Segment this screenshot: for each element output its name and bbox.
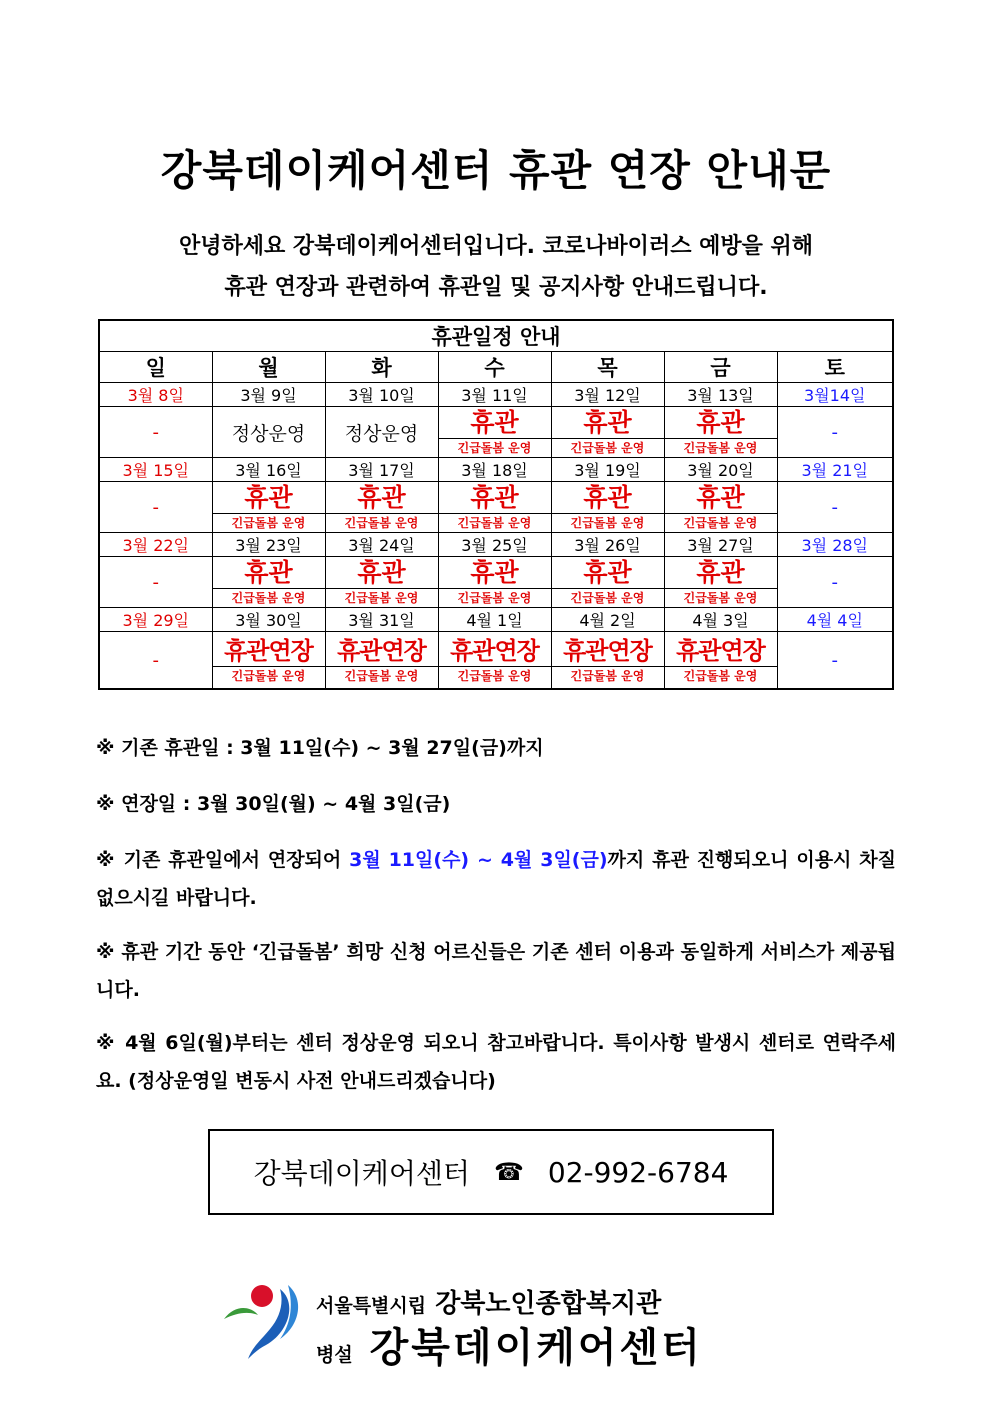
logo-lower-text <box>316 1316 703 1373</box>
date-cell: 3월 9일 <box>212 383 325 407</box>
extended-closed-cell <box>438 632 551 690</box>
emergency-care-label: 긴급돌봄 운영 <box>665 438 777 457</box>
date-cell: 3월 29일 <box>99 608 212 632</box>
extended-closed-label: 휴관연장 <box>676 637 765 665</box>
emergency-care-label: 긴급돌봄 운영 <box>552 438 664 457</box>
table-caption: 휴관일정 안내 <box>99 320 893 352</box>
date-row <box>99 383 893 407</box>
closed-label: 휴관 <box>357 558 406 587</box>
extended-closed-label: 휴관연장 <box>224 637 313 665</box>
telephone-icon: ☎ <box>493 1158 524 1186</box>
day-header: 목 <box>551 352 664 383</box>
emergency-care-label: 긴급돌봄 운영 <box>665 666 777 685</box>
extended-closed-cell <box>325 632 438 690</box>
highlighted-date-range: 3월 11일(수) ~ 4월 3일(금) <box>349 849 608 871</box>
no-service-cell: - <box>777 557 893 608</box>
emergency-care-label: 긴급돌봄 운영 <box>552 588 664 607</box>
date-cell: 3월 16일 <box>212 458 325 482</box>
emergency-care-label: 긴급돌봄 운영 <box>439 438 551 457</box>
date-cell: 4월 2일 <box>551 608 664 632</box>
no-service-cell: - <box>777 482 893 533</box>
date-cell: 3월 22일 <box>99 533 212 557</box>
day-header: 토 <box>777 352 893 383</box>
contact-box <box>208 1129 774 1215</box>
logo-welfare-center-name: 강북노인종합복지관 <box>435 1289 662 1319</box>
closed-cell <box>438 557 551 608</box>
closed-cell <box>212 557 325 608</box>
date-row <box>99 608 893 632</box>
emergency-care-label: 긴급돌봄 운영 <box>439 513 551 532</box>
closed-cell <box>551 407 664 458</box>
date-cell: 3월 15일 <box>99 458 212 482</box>
note-emergency-care: ※ 휴관 기간 동안 ‘긴급돌봄’ 희망 신청 어르신들은 기존 센터 이용과 동일하게 서비스가 제공됩니다. <box>96 941 896 1001</box>
note-text: ※ 기존 휴관일에서 연장되어 <box>96 849 350 871</box>
emergency-care-label: 긴급돌봄 운영 <box>665 513 777 532</box>
day-header: 월 <box>212 352 325 383</box>
emergency-care-label: 긴급돌봄 운영 <box>552 666 664 685</box>
date-cell: 3월14일 <box>777 383 893 407</box>
date-cell: 3월 17일 <box>325 458 438 482</box>
emergency-care-label: 긴급돌봄 운영 <box>665 588 777 607</box>
closed-cell <box>438 407 551 458</box>
closed-label: 휴관 <box>470 483 519 512</box>
day-header: 일 <box>99 352 212 383</box>
day-header: 금 <box>664 352 777 383</box>
date-cell: 3월 24일 <box>325 533 438 557</box>
no-service-cell: - <box>777 632 893 690</box>
logo-annex-label: 병설 <box>316 1344 353 1366</box>
day-header: 수 <box>438 352 551 383</box>
date-cell: 3월 20일 <box>664 458 777 482</box>
closed-cell <box>438 482 551 533</box>
logo-daycare-name: 강북데이케어센터 <box>369 1325 703 1371</box>
status-row <box>99 407 893 458</box>
closed-label: 휴관 <box>696 408 745 437</box>
status-row <box>99 632 893 690</box>
logo-upper-text <box>316 1283 661 1320</box>
date-cell: 3월 13일 <box>664 383 777 407</box>
emergency-care-label: 긴급돌봄 운영 <box>439 588 551 607</box>
closed-cell <box>664 482 777 533</box>
extended-closed-label: 휴관연장 <box>450 637 539 665</box>
status-row <box>99 557 893 608</box>
note-total-closure <box>96 841 896 917</box>
date-cell: 3월 8일 <box>99 383 212 407</box>
no-service-cell: - <box>99 632 212 690</box>
normal-operation-cell: 정상운영 <box>325 407 438 458</box>
extended-closed-cell <box>664 632 777 690</box>
closed-cell <box>664 407 777 458</box>
date-cell: 3월 30일 <box>212 608 325 632</box>
page-title: 강북데이케어센터 휴관 연장 안내문 <box>160 146 832 195</box>
status-row <box>99 482 893 533</box>
no-service-cell: - <box>777 407 893 458</box>
date-cell: 3월 18일 <box>438 458 551 482</box>
date-cell: 3월 25일 <box>438 533 551 557</box>
logo-city-label: 서울특별시립 <box>316 1295 427 1317</box>
emergency-care-label: 긴급돌봄 운영 <box>213 588 325 607</box>
extended-closed-cell <box>212 632 325 690</box>
closed-cell <box>551 482 664 533</box>
date-cell: 3월 23일 <box>212 533 325 557</box>
date-cell: 3월 21일 <box>777 458 893 482</box>
closed-cell <box>551 557 664 608</box>
closed-label: 휴관 <box>244 558 293 587</box>
no-service-cell: - <box>99 557 212 608</box>
no-service-cell: - <box>99 407 212 458</box>
emergency-care-label: 긴급돌봄 운영 <box>439 666 551 685</box>
emergency-care-label: 긴급돌봄 운영 <box>326 666 438 685</box>
closed-label: 휴관 <box>357 483 406 512</box>
date-cell: 4월 3일 <box>664 608 777 632</box>
closed-label: 휴관 <box>244 483 293 512</box>
no-service-cell: - <box>99 482 212 533</box>
date-row <box>99 533 893 557</box>
intro-line-1: 안녕하세요 강북데이케어센터입니다. 코로나바이러스 예방을 위해 <box>178 234 814 259</box>
date-cell: 3월 27일 <box>664 533 777 557</box>
day-header: 화 <box>325 352 438 383</box>
date-cell: 3월 28일 <box>777 533 893 557</box>
emergency-care-label: 긴급돌봄 운영 <box>552 513 664 532</box>
closed-label: 휴관 <box>583 483 632 512</box>
date-cell: 3월 11일 <box>438 383 551 407</box>
extended-closed-label: 휴관연장 <box>563 637 652 665</box>
closed-label: 휴관 <box>470 408 519 437</box>
intro-line-2: 휴관 연장과 관련하여 휴관일 및 공지사항 안내드립니다. <box>224 275 768 300</box>
note-extension-dates: ※ 연장일 : 3월 30일(월) ~ 4월 3일(금) <box>96 793 451 815</box>
note-reopening: ※ 4월 6일(월)부터는 센터 정상운영 되오니 참고바랍니다. 특이사항 발생시 센터로 연락주세요. (정상운영일 변동시 사전 안내드리겠습니다) <box>96 1032 896 1092</box>
contact-center-name: 강북데이케어센터 <box>253 1157 470 1190</box>
note-text: 까지 휴관 진행되오니 이용시 차질 없으시길 바랍니다. <box>96 849 896 909</box>
closed-cell <box>325 557 438 608</box>
day-header-row <box>99 352 893 383</box>
closed-label: 휴관 <box>583 558 632 587</box>
date-cell: 3월 12일 <box>551 383 664 407</box>
contact-phone-number: 02-992-6784 <box>547 1155 729 1189</box>
closed-cell <box>212 482 325 533</box>
date-cell: 3월 31일 <box>325 608 438 632</box>
closed-label: 휴관 <box>470 558 519 587</box>
closure-schedule-table <box>98 319 894 690</box>
closed-label: 휴관 <box>583 408 632 437</box>
date-cell: 4월 4일 <box>777 608 893 632</box>
date-cell: 3월 26일 <box>551 533 664 557</box>
date-row <box>99 458 893 482</box>
closed-cell <box>664 557 777 608</box>
organization-logo-icon <box>218 1281 308 1361</box>
emergency-care-label: 긴급돌봄 운영 <box>213 666 325 685</box>
date-cell: 4월 1일 <box>438 608 551 632</box>
emergency-care-label: 긴급돌봄 운영 <box>326 588 438 607</box>
normal-operation-cell: 정상운영 <box>212 407 325 458</box>
note-original-closure: ※ 기존 휴관일 : 3월 11일(수) ~ 3월 27일(금)까지 <box>96 737 544 759</box>
closed-cell <box>325 482 438 533</box>
extended-closed-label: 휴관연장 <box>337 637 426 665</box>
emergency-care-label: 긴급돌봄 운영 <box>326 513 438 532</box>
emergency-care-label: 긴급돌봄 운영 <box>213 513 325 532</box>
closed-label: 휴관 <box>696 483 745 512</box>
closed-label: 휴관 <box>696 558 745 587</box>
extended-closed-cell <box>551 632 664 690</box>
date-cell: 3월 10일 <box>325 383 438 407</box>
date-cell: 3월 19일 <box>551 458 664 482</box>
